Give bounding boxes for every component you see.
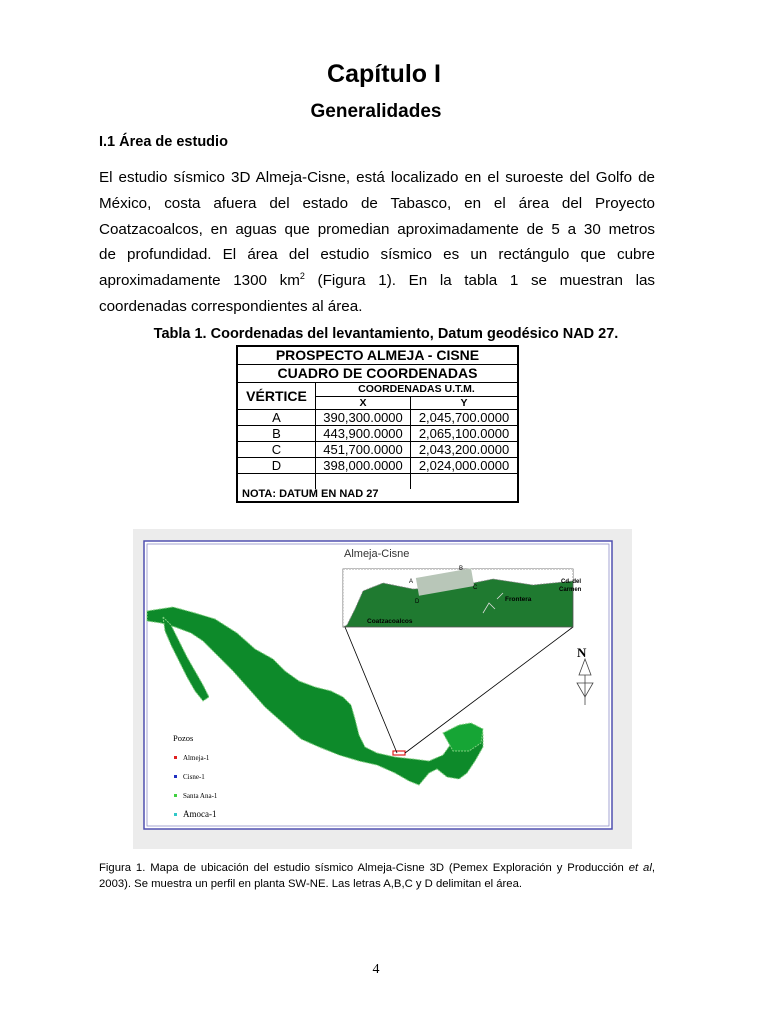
- paragraph-line: coordenadas correspondientes al área.: [99, 297, 363, 315]
- column-header-coords: COORDENADAS U.T.M.: [358, 383, 475, 395]
- paragraph-line: México, costa afuera del estado de Tabasco, en el área del Proyecto: [99, 194, 655, 212]
- map-title: Almeja-Cisne: [344, 548, 410, 560]
- legend-marker: [174, 794, 177, 797]
- vertex-label-a: A: [409, 579, 414, 585]
- table-note: NOTA: DATUM EN NAD 27: [242, 488, 379, 500]
- cell-vertex: D: [271, 458, 282, 473]
- cell-x: 443,900.0000: [323, 426, 403, 441]
- column-header-vertex: VÉRTICE: [246, 388, 307, 404]
- cell-y: 2,045,700.0000: [418, 410, 510, 425]
- cell-x: 390,300.0000: [323, 410, 403, 425]
- paragraph-line: Coatzacoalcos, en aguas que promedian aproximadamente de 5 a 30 metros: [99, 220, 655, 238]
- location-map: [133, 529, 632, 849]
- caption-etal: et al: [628, 862, 652, 874]
- column-header-y: Y: [460, 397, 468, 409]
- vertex-label-c: C: [473, 585, 478, 591]
- table-caption: Tabla 1. Coordenadas del levantamiento, Datum geodésico NAD 27.: [153, 326, 619, 342]
- label-cd-carmen-1: Cd. del: [561, 579, 582, 585]
- section-heading: I.1 Área de estudio: [99, 134, 228, 150]
- map-graphic: [133, 529, 632, 849]
- coordinates-table: [236, 345, 519, 503]
- cell-y: 2,024,000.0000: [418, 458, 510, 473]
- body-paragraph: [99, 165, 655, 320]
- paragraph-text: (Figura 1). En la tabla 1 se muestran las: [304, 272, 655, 290]
- legend-marker: [174, 775, 177, 778]
- paragraph-line: [99, 268, 655, 294]
- caption-text: , 2003). Se muestra un perfil en planta SW-NE. Las letras A,B,C y D delimitan el área.: [99, 862, 655, 890]
- vertex-label-b: B: [459, 566, 464, 572]
- legend-marker: [174, 756, 177, 759]
- column-header-x: X: [359, 397, 367, 409]
- cell-x: 451,700.0000: [323, 442, 403, 457]
- legend-marker: [174, 813, 177, 816]
- cell-vertex: B: [272, 426, 281, 441]
- label-cd-carmen-2: Carmen: [559, 587, 582, 593]
- cell-vertex: C: [271, 442, 282, 457]
- north-label: N: [577, 645, 587, 660]
- legend-title: Pozos: [173, 733, 194, 743]
- legend-item-label: Amoca-1: [183, 809, 217, 819]
- label-coatzacoalcos: Coatzacoalcos: [367, 618, 413, 625]
- legend-item-label: Santa Ana-1: [183, 792, 218, 800]
- paragraph-line: de profundidad. El área del estudio sísmico es un rectángulo que cubre: [99, 246, 655, 264]
- chapter-subtitle: Generalidades: [310, 101, 442, 122]
- caption-text: Figura 1. Mapa de ubicación del estudio sísmico Almeja-Cisne 3D (Pemex Exploración y Producción: [99, 862, 629, 874]
- legend-item-label: Cisne-1: [183, 773, 205, 781]
- cell-vertex: A: [272, 410, 281, 425]
- label-frontera: Frontera: [505, 596, 532, 603]
- table-title-1: PROSPECTO ALMEJA - CISNE: [275, 347, 480, 363]
- superscript: 2: [299, 271, 305, 282]
- legend-item-label: Almeja-1: [183, 754, 210, 762]
- figure-caption: [99, 860, 655, 892]
- cell-x: 398,000.0000: [323, 458, 403, 473]
- table-title-2: CUADRO DE COORDENADAS: [277, 365, 478, 381]
- cell-y: 2,043,200.0000: [418, 442, 510, 457]
- paragraph-text: aproximadamente 1300 km: [99, 272, 300, 290]
- cell-y: 2,065,100.0000: [418, 426, 510, 441]
- page-number: 4: [372, 962, 380, 977]
- vertex-label-d: D: [415, 599, 420, 605]
- chapter-title: Capítulo I: [327, 60, 441, 88]
- paragraph-line: El estudio sísmico 3D Almeja-Cisne, está localizado en el suroeste del Golfo de: [99, 169, 655, 186]
